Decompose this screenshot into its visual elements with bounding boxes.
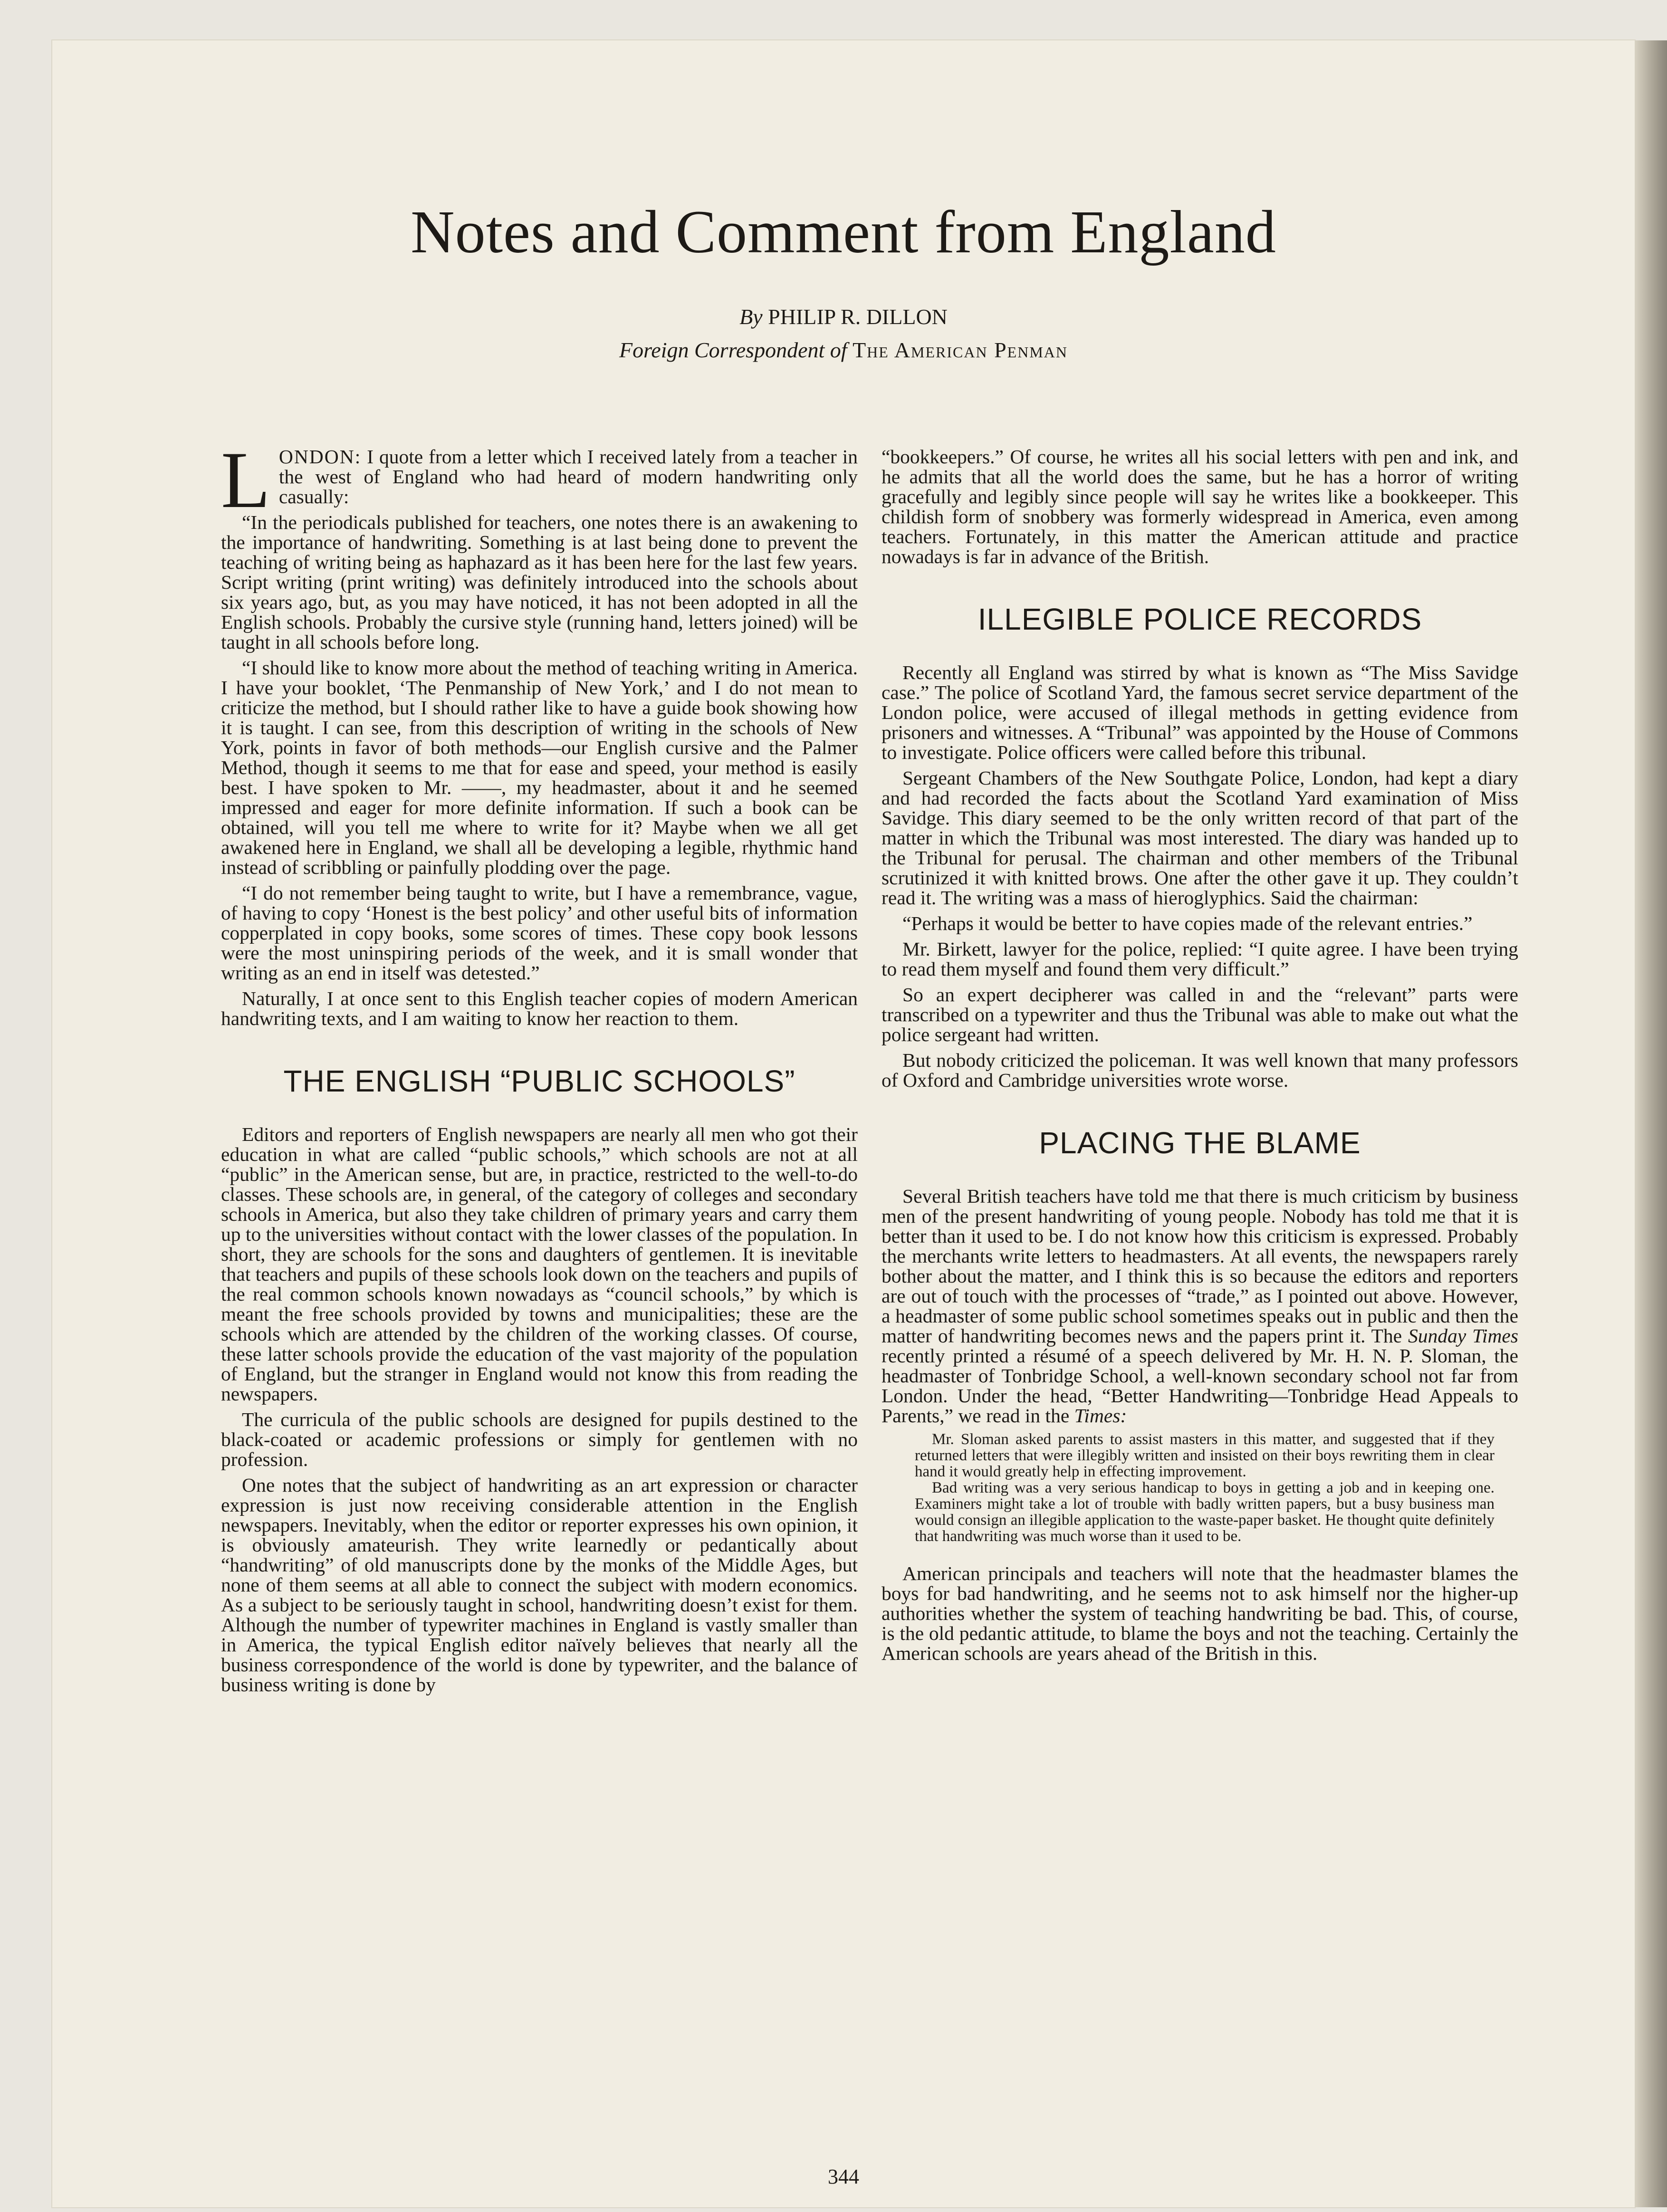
paragraph: So an expert decipherer was called in and the “relevant” parts were transcribed on a typewriter and thus the Tribunal was able to make out what the police sergeant had written. bbox=[881, 984, 1518, 1045]
magazine-page bbox=[52, 40, 1635, 2207]
author-role: Foreign Correspondent of bbox=[619, 338, 847, 362]
paragraph: American principals and teachers will note that the headmaster blames the boys for bad handwriting, and he seems not to ask himself nor the higher-up authorities whether the system of teaching handwriting be bad. This, of course, is the old pedantic attitude, to blame the boys and not the teaching. Certainly the American schools are years ahead of the British in this. bbox=[881, 1562, 1518, 1664]
paragraph: “In the periodicals published for teachers, one notes there is an awakening to the importance of handwriting. Something is at last being done to prevent the teaching of writing being as haphazard as it has been here for the last few years. Script writing (print writing) was definitely introduced into the schools about six years ago, but, as you may have noticed, it has not been adopted in all the English schools. Probably the cursive style (running hand, letters joined) will be taught in all schools before long. bbox=[221, 511, 858, 653]
publication-name: The American Penman bbox=[853, 338, 1068, 362]
paragraph: Naturally, I at once sent to this English teacher copies of modern American handwriting texts, and I am waiting to know her reaction to them. bbox=[221, 987, 858, 1029]
paragraph: “Perhaps it would be better to have copies made of the relevant entries.” bbox=[902, 912, 1473, 934]
drop-cap: L bbox=[221, 435, 270, 525]
paragraph: But nobody criticized the policeman. It was well known that many professors of Oxford and Cambridge universities wrote worse. bbox=[881, 1049, 1518, 1091]
paragraph: “I should like to know more about the method of teaching writing in America. I have your booklet, ‘The Penmanship of New York,’ and I do not mean to criticize the method, but I should rather like to have a guide book showing how it is taught. I can see, from this description of writing in the schools of New York, points in favor of both methods—our English cursive and the Palmer Method, though it seems to me that for ease and speed, your method is easily best. I have spoken to Mr. ——, my headmaster, about it and he seemed impressed and eager for more definite information. If such a book can be obtained, will you tell me where to write for it? Maybe when we all get awakened here in England, we shall all be developing a legible, rhythmic hand instead of scribbling or painfully plodding over the page. bbox=[221, 657, 858, 878]
byline-by: By bbox=[739, 305, 763, 329]
opening-paragraph bbox=[221, 435, 858, 525]
article-title: Notes and Comment from England bbox=[411, 198, 1276, 266]
author-name: PHILIP R. DILLON bbox=[768, 305, 948, 329]
newspaper-name: Times: bbox=[1074, 1405, 1127, 1427]
binding-gutter bbox=[1635, 40, 1667, 2207]
paragraph: Sergeant Chambers of the New Southgate Police, London, had kept a diary and had recorded the facts about the Scotland Yard examination of Miss Savidge. This diary seemed to be the only written record of that part of the matter in which the Tribunal was most interested. The diary was handed up to the Tribunal for perusal. The chairman and other members of the Tribunal scrutinized it with knitted brows. One after the other gave it up. They couldn’t read it. The writing was a mass of hieroglyphics. Said the chairman: bbox=[881, 767, 1518, 909]
paragraph bbox=[881, 1186, 1518, 1426]
section-heading-placing-blame: PLACING THE BLAME bbox=[1039, 1126, 1361, 1160]
paragraph: Recently all England was stirred by what is known as “The Miss Savidge case.” The police of Scotland Yard, the famous secret service department of the London police, were accused of illegal methods in getting evidence from prisoners and witnesses. A “Tribunal” was appointed by the House of Commons to investigate. Police officers were called before this tribunal. bbox=[881, 661, 1518, 763]
opening-text: I quote from a letter which I received lately from a teacher in the west of England who had heard of modern handwriting only casually: bbox=[278, 446, 858, 508]
newspaper-name: Sunday Times bbox=[1408, 1325, 1518, 1347]
author-role-line bbox=[52, 337, 1635, 363]
paragraph: “bookkeepers.” Of course, he writes all his social letters with pen and ink, and he admits that all the world does the same, but he has a horror of writing gracefully and legibly since people will say he writes like a bookkeeper. This childish form of snobbery was formerly widespread in America, even among teachers. Fortunately, in this matter the American attitude and practice nowadays is far in advance of the British. bbox=[881, 446, 1518, 567]
right-column bbox=[881, 447, 1518, 1669]
page-number: 344 bbox=[828, 2165, 859, 2188]
section-heading-public-schools: THE ENGLISH “PUBLIC SCHOOLS” bbox=[283, 1064, 795, 1098]
paragraph: Mr. Birkett, lawyer for the police, replied: “I quite agree. I have been trying to read them myself and found them very difficult.” bbox=[881, 938, 1518, 980]
block-quote bbox=[915, 1431, 1495, 1544]
quote-paragraph: Mr. Sloman asked parents to assist masters in this matter, and suggested that if they returned letters that were illegibly written and insisted on their boys rewriting them in clear hand it would greatly help in effecting improvement. bbox=[915, 1431, 1495, 1480]
text-run: Several British teachers have told me that there is much criticism by business men of the present handwriting of young people. Nobody has told me that it is better than it used to be. I do not know how this criticism is expressed. Probably the merchants write letters to headmasters. At all events, the newspapers rarely bother about the matter, and I think this is so because the editors and reporters are out of touch with the processes of “trade,” as I pointed out above. However, a headmaster of some public school sometimes speaks out in public and then the matter of handwriting becomes news and the papers print it. The bbox=[881, 1185, 1518, 1347]
paragraph: “I do not remember being taught to write, but I have a remembrance, vague, of having to copy ‘Honest is the best policy’ and other useful bits of information copperplated in copy books, some scores of times. These copy book lessons were the most uninspiring periods of the week, and it is small wonder that writing as an end in itself was detested.” bbox=[221, 882, 858, 984]
section-heading-police-records: ILLEGIBLE POLICE RECORDS bbox=[977, 602, 1422, 636]
paragraph: Editors and reporters of English newspapers are nearly all men who got their education in what are called “public schools,” which schools are not at all “public” in the American sense, but are, in practice, restricted to the well-to-do classes. These schools are, in general, of the category of colleges and secondary schools in America, but also they take children of primary years and carry them up to the universities without contact with the lower classes of the population. In short, they are schools for the sons and daughters of gentlemen. It is inevitable that teachers and pupils of these schools look down on the teachers and pupils of the real common schools known nowadays as “council schools,” by which is meant the free schools provided by towns and municipalities; these are the schools which are attended by the children of the working classes. Of course, these latter schools provide the education of the vast majority of the population of England, but the stranger in England would not know this from reading the newspapers. bbox=[221, 1123, 858, 1405]
left-column bbox=[221, 435, 858, 1700]
paragraph: The curricula of the public schools are designed for pupils destined to the black-coated or academic professions or simply for gentlemen with no profession. bbox=[221, 1408, 858, 1470]
quote-paragraph: Bad writing was a very serious handicap to boys in getting a job and in keeping one. Examiners might take a lot of trouble with badly written papers, but a busy business man would consign an illegible application to the waste-paper basket. He thought quite definitely that handwriting was much worse than it used to be. bbox=[915, 1479, 1495, 1545]
text-run: recently printed a résumé of a speech delivered by Mr. H. N. P. Sloman, the headmaster of Tonbridge School, a well-known secondary school not far from London. Under the head, “Better Handwriting—Tonbridge Head Appeals to Parents,” we read in the bbox=[881, 1345, 1518, 1427]
paragraph: One notes that the subject of handwriting as an art expression or character expression is just now receiving considerable attention in the English newspapers. Inevitably, when the editor or reporter expresses his own opinion, it is obviously amateurish. They write learnedly or pedantically about “handwriting” of old manuscripts done by the monks of the Middle Ages, but none of them seems at all able to connect the subject with modern economics. As a subject to be seriously taught in school, handwriting doesn’t exist for them. Although the number of typewriter machines in England is vastly smaller than in America, the typical English editor naïvely believes that nearly all the business correspondence of the world is done by typewriter, and the balance of business writing is done by bbox=[221, 1474, 858, 1695]
byline bbox=[52, 304, 1635, 329]
dateline: ONDON: bbox=[278, 446, 362, 468]
